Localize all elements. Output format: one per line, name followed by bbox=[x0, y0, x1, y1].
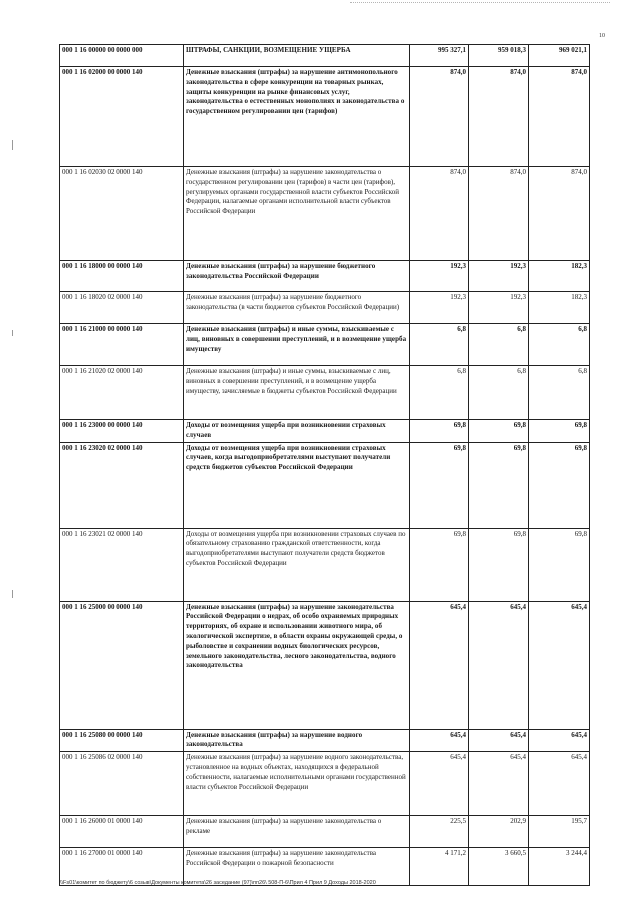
budget-code: 000 1 16 23000 00 0000 140 bbox=[60, 420, 184, 443]
value-2019: 645,4 bbox=[469, 601, 529, 729]
page-number: 10 bbox=[599, 33, 605, 39]
value-2020: 182,3 bbox=[529, 292, 590, 324]
value-2019: 69,8 bbox=[469, 528, 529, 601]
value-2020: 182,3 bbox=[529, 261, 590, 292]
budget-code: 000 1 16 21020 02 0000 140 bbox=[60, 366, 184, 420]
table-row bbox=[60, 167, 590, 261]
table-row bbox=[60, 67, 590, 167]
value-2020: 874,0 bbox=[529, 167, 590, 261]
value-2019: 874,0 bbox=[469, 67, 529, 167]
value-2019: 3 660,5 bbox=[469, 848, 529, 886]
value-2018: 995 327,1 bbox=[410, 45, 469, 67]
value-2020: 195,7 bbox=[529, 816, 590, 848]
value-2019: 192,3 bbox=[469, 261, 529, 292]
value-2019: 645,4 bbox=[469, 752, 529, 816]
budget-code: 000 1 16 02030 02 0000 140 bbox=[60, 167, 184, 261]
value-2018: 874,0 bbox=[410, 167, 469, 261]
row-description: Денежные взыскания (штрафы) за нарушение законодательства о рекламе bbox=[184, 816, 410, 848]
table-row bbox=[60, 324, 590, 366]
budget-code: 000 1 16 18000 00 0000 140 bbox=[60, 261, 184, 292]
value-2018: 645,4 bbox=[410, 601, 469, 729]
budget-code: 000 1 16 25000 00 0000 140 bbox=[60, 601, 184, 729]
budget-code: 000 1 16 23020 02 0000 140 bbox=[60, 442, 184, 528]
value-2020: 69,8 bbox=[529, 420, 590, 443]
budget-code: 000 1 16 25080 00 0000 140 bbox=[60, 729, 184, 752]
row-description: Денежные взыскания (штрафы) за нарушение законодательства о государственном регулировании цен (тарифов) в части цен (тарифов), регулируемых органами государственной власти субъектов Российской Федерации, налагаемые органами исполнительной власти субъектов Российской Федерации bbox=[184, 167, 410, 261]
value-2019: 6,8 bbox=[469, 366, 529, 420]
row-description: Денежные взыскания (штрафы) за нарушение законодательства Российской Федерации о недрах, об особо охраняемых природных территориях, об охране и использовании животного мира, об экологической экспертизе, в области охраны окружающей среды, о рыболовстве и сохранении водных биологических ресурсов, земельного законодательства, лесного законодательства, водного законодательства bbox=[184, 601, 410, 729]
row-description: Денежные взыскания (штрафы) и иные суммы, взыскиваемые с лиц, виновных в совершении преступлений, и в возмещение ущерба имуществу bbox=[184, 324, 410, 366]
row-description: ШТРАФЫ, САНКЦИИ, ВОЗМЕЩЕНИЕ УЩЕРБА bbox=[184, 45, 410, 67]
budget-code: 000 1 16 26000 01 0000 140 bbox=[60, 816, 184, 848]
scan-artifact bbox=[350, 2, 610, 6]
value-2018: 69,8 bbox=[410, 420, 469, 443]
row-description: Денежные взыскания (штрафы) за нарушение бюджетного законодательства (в части бюджетов субъектов Российской Федерации) bbox=[184, 292, 410, 324]
value-2018: 6,8 bbox=[410, 366, 469, 420]
row-description: Денежные взыскания (штрафы) за нарушение водного законодательства, установленное на водных объектах, находящихся в федеральной собственности, налагаемые исполнительными органами государственной власти субъектов Российской Федерации bbox=[184, 752, 410, 816]
budget-code: 000 1 16 00000 00 0000 000 bbox=[60, 45, 184, 67]
revenue-table bbox=[59, 44, 590, 886]
value-2020: 969 021,1 bbox=[529, 45, 590, 67]
row-description: Денежные взыскания (штрафы) за нарушение бюджетного законодательства Российской Федерации bbox=[184, 261, 410, 292]
value-2019: 69,8 bbox=[469, 442, 529, 528]
value-2019: 6,8 bbox=[469, 324, 529, 366]
row-description: Доходы от возмещения ущерба при возникновении страховых случаев по обязательному страхованию гражданской ответственности, когда выгодоприобретателями выступают получатели средств бюджетов субъектов Российской Федерации bbox=[184, 528, 410, 601]
table-row bbox=[60, 292, 590, 324]
table-row bbox=[60, 366, 590, 420]
value-2018: 69,8 bbox=[410, 442, 469, 528]
value-2019: 192,3 bbox=[469, 292, 529, 324]
table-row bbox=[60, 752, 590, 816]
table-row bbox=[60, 442, 590, 528]
table-row bbox=[60, 45, 590, 67]
table-row bbox=[60, 528, 590, 601]
value-2020: 6,8 bbox=[529, 366, 590, 420]
table-row bbox=[60, 816, 590, 848]
value-2018: 69,8 bbox=[410, 528, 469, 601]
value-2020: 645,4 bbox=[529, 601, 590, 729]
table-row bbox=[60, 729, 590, 752]
table-row bbox=[60, 420, 590, 443]
value-2019: 202,9 bbox=[469, 816, 529, 848]
file-path-footer: \\Fs01\комитет по бюджету\6 созыв\Документы комитета\26 заседание (97)\пп26\ 508-П-6\Прил 4 Прил 9 Доходы 2018-2020 bbox=[60, 880, 376, 886]
budget-code: 000 1 16 18020 02 0000 140 bbox=[60, 292, 184, 324]
value-2020: 645,4 bbox=[529, 729, 590, 752]
value-2018: 225,5 bbox=[410, 816, 469, 848]
value-2019: 959 018,3 bbox=[469, 45, 529, 67]
table-row bbox=[60, 601, 590, 729]
value-2020: 69,8 bbox=[529, 528, 590, 601]
value-2020: 645,4 bbox=[529, 752, 590, 816]
budget-code: 000 1 16 27000 01 0000 140 bbox=[60, 848, 184, 886]
row-description: Денежные взыскания (штрафы) за нарушение антимонопольного законодательства в сфере конкуренции на товарных рынках, защиты конкуренции на рынке финансовых услуг, законодательства о естественных монополиях и законодательства о государственном регулировании цен (тарифов) bbox=[184, 67, 410, 167]
budget-code: 000 1 16 25086 02 0000 140 bbox=[60, 752, 184, 816]
value-2018: 645,4 bbox=[410, 729, 469, 752]
row-description: Денежные взыскания (штрафы) за нарушение законодательства Российской Федерации о пожарной безопасности bbox=[184, 848, 410, 886]
budget-code: 000 1 16 21000 00 0000 140 bbox=[60, 324, 184, 366]
table-row bbox=[60, 261, 590, 292]
value-2018: 4 171,2 bbox=[410, 848, 469, 886]
row-description: Доходы от возмещения ущерба при возникновении страховых случаев bbox=[184, 420, 410, 443]
margin-mark bbox=[12, 330, 13, 336]
value-2019: 874,0 bbox=[469, 167, 529, 261]
value-2019: 645,4 bbox=[469, 729, 529, 752]
budget-code: 000 1 16 02000 00 0000 140 bbox=[60, 67, 184, 167]
value-2020: 69,8 bbox=[529, 442, 590, 528]
row-description: Доходы от возмещения ущерба при возникновении страховых случаев, когда выгодоприобретателями выступают получатели средств бюджетов субъектов Российской Федерации bbox=[184, 442, 410, 528]
value-2020: 6,8 bbox=[529, 324, 590, 366]
value-2018: 192,3 bbox=[410, 261, 469, 292]
value-2018: 874,0 bbox=[410, 67, 469, 167]
row-description: Денежные взыскания (штрафы) и иные суммы, взыскиваемые с лиц, виновных в совершении преступлений, и в возмещение ущерба имуществу, зачисляемые в бюджеты субъектов Российской Федерации bbox=[184, 366, 410, 420]
budget-code: 000 1 16 23021 02 0000 140 bbox=[60, 528, 184, 601]
value-2018: 645,4 bbox=[410, 752, 469, 816]
margin-mark bbox=[12, 140, 13, 150]
value-2020: 874,0 bbox=[529, 67, 590, 167]
margin-mark bbox=[12, 590, 13, 598]
row-description: Денежные взыскания (штрафы) за нарушение водного законодательства bbox=[184, 729, 410, 752]
value-2020: 3 244,4 bbox=[529, 848, 590, 886]
value-2018: 6,8 bbox=[410, 324, 469, 366]
value-2019: 69,8 bbox=[469, 420, 529, 443]
value-2018: 192,3 bbox=[410, 292, 469, 324]
